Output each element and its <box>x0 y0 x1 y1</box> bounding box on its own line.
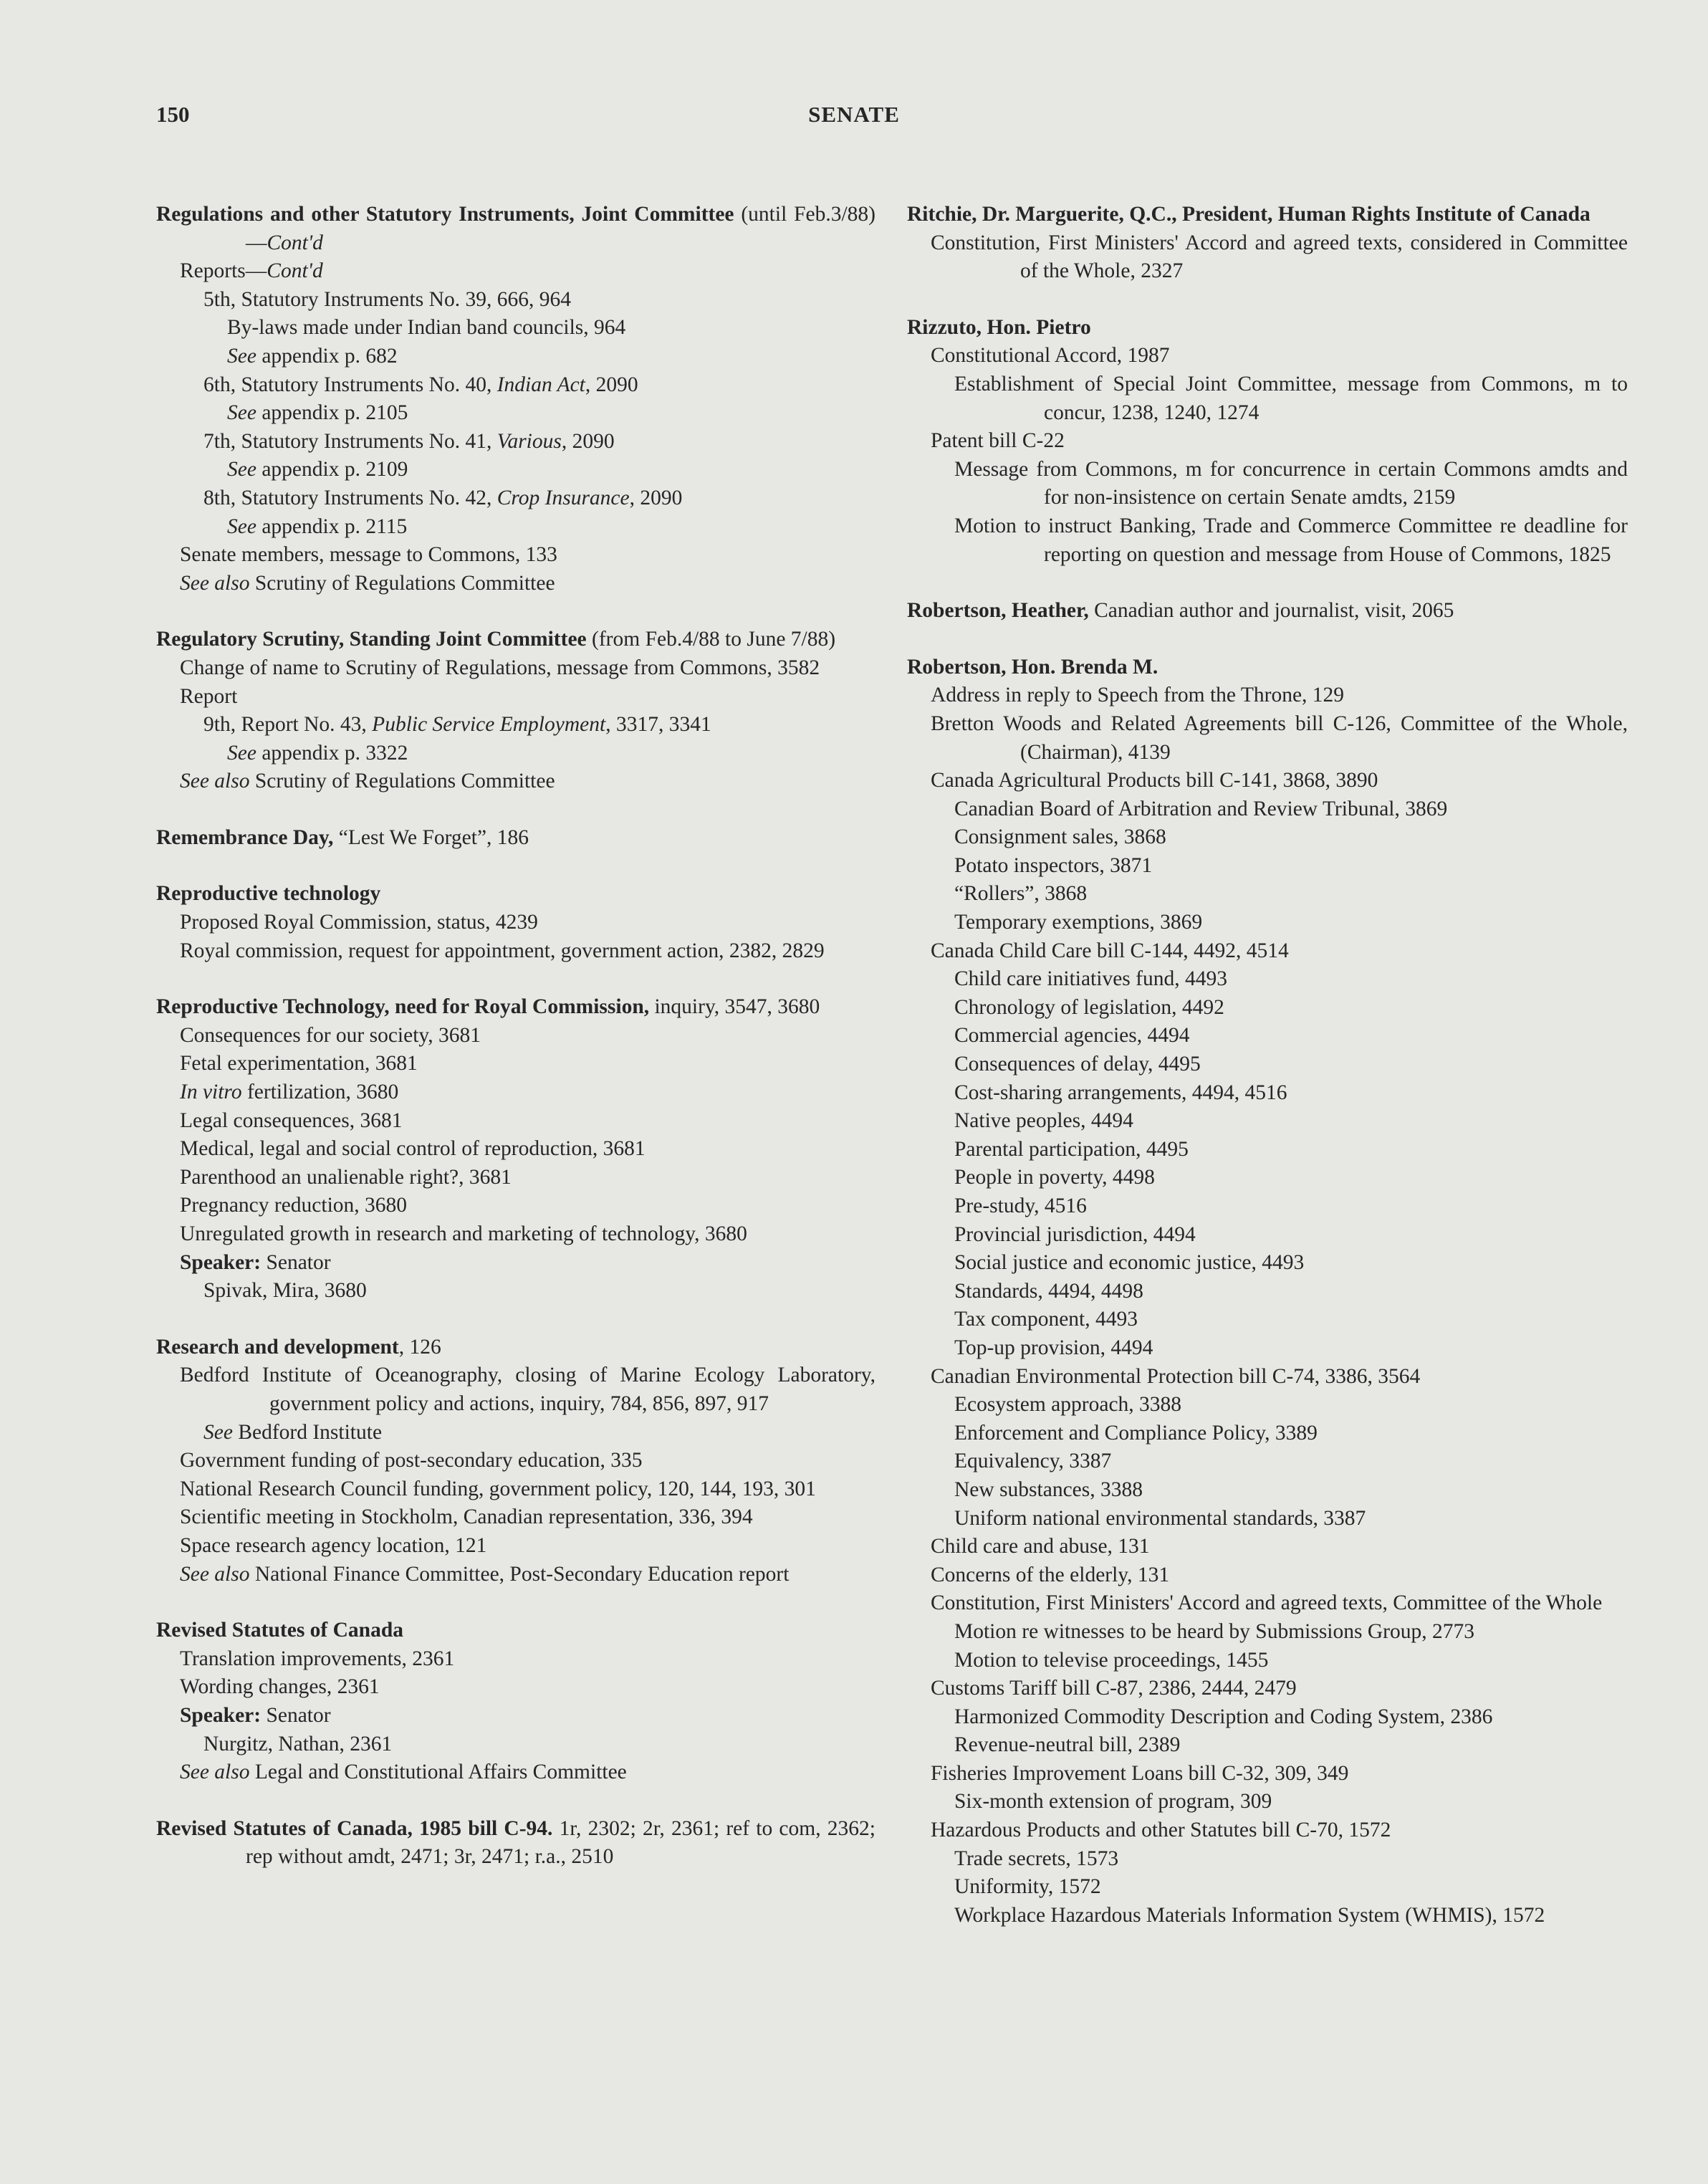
index-entry <box>907 314 1628 569</box>
subentry <box>907 370 1628 427</box>
entry-text: Canadian Environmental Protection bill C-74, 3386, 3564 <box>931 1364 1421 1388</box>
entry-text: , 2090 <box>629 486 683 509</box>
subentry <box>156 739 875 768</box>
italic-text: See <box>227 401 256 425</box>
italic-text: See also <box>180 571 250 595</box>
subentry <box>156 1164 875 1192</box>
entry-text: Consequences of delay, 4495 <box>954 1053 1201 1076</box>
entry-text: appendix p. 2105 <box>256 401 408 425</box>
subentry <box>907 1278 1628 1306</box>
right-column <box>907 201 1628 1958</box>
entry-text: Uniformity, 1572 <box>954 1875 1101 1899</box>
entry-text: Constitutional Accord, 1987 <box>931 344 1170 368</box>
subentry <box>907 1221 1628 1250</box>
subentry <box>907 1079 1628 1108</box>
subentry <box>156 909 875 937</box>
subentry <box>156 343 875 371</box>
subentry <box>156 1220 875 1249</box>
entry-text: Uniform national environmental standards, 3387 <box>954 1506 1366 1530</box>
entry-text: , 2090 <box>585 373 638 396</box>
subentry <box>907 1306 1628 1334</box>
running-header: SENATE <box>808 102 900 127</box>
left-column <box>156 201 875 1900</box>
entry-text: “Lest We Forget”, 186 <box>333 825 529 849</box>
entry-text: Bedford Institute <box>232 1420 383 1444</box>
subentry <box>156 1050 875 1078</box>
subentry <box>907 1249 1628 1278</box>
index-entry <box>156 201 875 598</box>
entry-text: Canadian Board of Arbitration and Review Tribunal, 3869 <box>954 797 1448 820</box>
italic-text: See also <box>180 1761 250 1784</box>
bold-text: Remembrance Day, <box>156 825 334 849</box>
entry-text: inquiry, 3547, 3680 <box>649 995 820 1019</box>
entry-text: Medical, legal and social control of reproduction, 3681 <box>180 1137 646 1161</box>
entry-text: Bretton Woods and Related Agreements bill C-126, Committee of the Whole, (Chairman), 4139 <box>931 712 1628 764</box>
bold-text: Regulations and other Statutory Instruments, Joint Committee <box>156 203 734 226</box>
subentry <box>156 257 875 286</box>
subentry <box>156 1078 875 1107</box>
subentry <box>907 937 1628 966</box>
entry-heading <box>156 1815 875 1872</box>
bold-text: Revised Statutes of Canada <box>156 1619 403 1642</box>
entry-text: Constitution, First Ministers' Accord and agreed texts, considered in Committee of the Whole, 2327 <box>931 231 1628 283</box>
entry-heading <box>156 201 875 257</box>
subentry <box>907 1561 1628 1590</box>
entry-text: appendix p. 2109 <box>256 458 408 482</box>
subentry <box>907 1618 1628 1647</box>
subentry <box>907 1136 1628 1164</box>
entry-text: (from Feb.4/88 to June 7/88) <box>586 628 836 651</box>
subentry <box>156 541 875 570</box>
subentry <box>156 683 875 712</box>
entry-text: Reports— <box>180 259 267 283</box>
subentry <box>907 1505 1628 1533</box>
entry-text: 6th, Statutory Instruments No. 40, <box>203 373 497 396</box>
index-entry <box>156 824 875 853</box>
subentry <box>907 1334 1628 1363</box>
entry-text: Ecosystem approach, 3388 <box>954 1393 1182 1417</box>
entry-text: Bedford Institute of Oceanography, closing of Marine Ecology Laboratory, government policy and actions, inquiry, 784, 856, 897, 917 <box>180 1364 875 1415</box>
subentry <box>907 1022 1628 1050</box>
subentry <box>907 229 1628 286</box>
entry-text: Native peoples, 4494 <box>954 1109 1133 1133</box>
subentry <box>907 1788 1628 1816</box>
subentry <box>156 570 875 598</box>
index-entry <box>907 597 1628 626</box>
entry-text: Social justice and economic justice, 4493 <box>954 1251 1305 1275</box>
entry-text: Six-month extension of program, 309 <box>954 1790 1272 1814</box>
subentry <box>907 795 1628 824</box>
subentry <box>907 456 1628 512</box>
entry-text: Trade secrets, 1573 <box>954 1847 1119 1870</box>
entry-text: Child care and abuse, 131 <box>931 1535 1150 1558</box>
entry-text: Motion to televise proceedings, 1455 <box>954 1648 1269 1672</box>
subentry <box>907 1164 1628 1192</box>
entry-text: Canadian author and journalist, visit, 2065 <box>1088 599 1454 623</box>
entry-text: Government funding of post-secondary education, 335 <box>180 1449 643 1472</box>
bold-text: Speaker: <box>180 1703 262 1727</box>
entry-text: 9th, Report No. 43, <box>203 713 373 737</box>
entry-heading <box>156 880 875 909</box>
entry-text: Patent bill C-22 <box>931 429 1065 453</box>
subentry <box>156 513 875 542</box>
entry-text: Translation improvements, 2361 <box>180 1647 455 1670</box>
subentry <box>907 427 1628 456</box>
subentry <box>907 710 1628 767</box>
entry-text: Senator <box>261 1250 331 1274</box>
entry-text: Nurgitz, Nathan, 2361 <box>203 1732 393 1756</box>
entry-text: “Rollers”, 3868 <box>954 882 1088 906</box>
index-entry <box>907 201 1628 286</box>
subentry <box>156 1277 875 1306</box>
subentry <box>156 1673 875 1702</box>
subentry <box>907 852 1628 881</box>
italic-text: See <box>203 1420 233 1444</box>
italic-text: See <box>227 344 256 368</box>
italic-text: In vitro <box>180 1081 242 1104</box>
entry-text: Parenthood an unalienable right?, 3681 <box>180 1165 512 1189</box>
subentry <box>156 314 875 343</box>
entry-text: Message from Commons, m for concurrence in certain Commons amdts and for non-insistence on certain Senate amdts, 2159 <box>954 457 1628 509</box>
entry-text: Cost-sharing arrangements, 4494, 4516 <box>954 1081 1287 1104</box>
entry-heading <box>907 597 1628 626</box>
entry-text: Temporary exemptions, 3869 <box>954 911 1203 934</box>
entry-text: Constitution, First Ministers' Accord and agreed texts, Committee of the Whole <box>931 1591 1603 1615</box>
entry-text: Hazardous Products and other Statutes bill C-70, 1572 <box>931 1819 1391 1842</box>
subentry <box>907 767 1628 795</box>
entry-text: Standards, 4494, 4498 <box>954 1279 1143 1303</box>
entry-text: Space research agency location, 121 <box>180 1533 487 1557</box>
entry-text: Spivak, Mira, 3680 <box>203 1279 367 1303</box>
subentry <box>156 937 875 966</box>
entry-text: Scrutiny of Regulations Committee <box>249 571 555 595</box>
entry-text: Canada Agricultural Products bill C-141, 3868, 3890 <box>931 769 1378 792</box>
subentry <box>156 1561 875 1589</box>
entry-text: fertilization, 3680 <box>241 1081 399 1104</box>
subentry <box>907 1107 1628 1136</box>
entry-text: Customs Tariff bill C-87, 2386, 2444, 2479 <box>931 1677 1297 1700</box>
entry-text: 5th, Statutory Instruments No. 39, 666, 964 <box>203 287 571 311</box>
entry-text: Motion re witnesses to be heard by Submissions Group, 2773 <box>954 1619 1474 1643</box>
entry-text: Concerns of the elderly, 131 <box>931 1563 1170 1586</box>
entry-text: Consignment sales, 3868 <box>954 825 1166 849</box>
italic-text: See also <box>180 770 250 793</box>
entry-text: Proposed Royal Commission, status, 4239 <box>180 911 538 934</box>
entry-text: 1r, 2302; 2r, 2361; ref to com, 2362; rep without amdt, 2471; 3r, 2471; r.a., 2510 <box>246 1816 875 1869</box>
bold-text: Ritchie, Dr. Marguerite, Q.C., President, Human Rights Institute of Canada <box>907 203 1591 226</box>
italic-text: Indian Act <box>496 373 585 396</box>
entry-text: By-laws made under Indian band councils, 964 <box>227 316 626 340</box>
subentry <box>156 1361 875 1418</box>
entry-text: New substances, 3388 <box>954 1477 1143 1501</box>
index-entry <box>156 626 875 796</box>
entry-text: Potato inspectors, 3871 <box>954 853 1153 877</box>
subentry <box>156 654 875 683</box>
subentry <box>907 1675 1628 1703</box>
italic-text: Cont'd <box>267 259 323 283</box>
entry-text: Chronology of legislation, 4492 <box>954 995 1224 1019</box>
italic-text: See also <box>180 1562 250 1586</box>
subentry <box>156 428 875 456</box>
index-entry <box>156 880 875 965</box>
subentry <box>156 286 875 315</box>
entry-text: Motion to instruct Banking, Trade and Commerce Committee re deadline for reporting on question and message from House of Commons, 1825 <box>954 514 1628 566</box>
entry-text: Commercial agencies, 4494 <box>954 1024 1190 1048</box>
subentry <box>907 1419 1628 1448</box>
subentry <box>907 512 1628 569</box>
subentry <box>156 1532 875 1561</box>
bold-text: Robertson, Hon. Brenda M. <box>907 655 1158 679</box>
entry-text: Change of name to Scrutiny of Regulations, message from Commons, 3582 <box>180 656 820 679</box>
subentry <box>907 1902 1628 1930</box>
subentry <box>907 1845 1628 1874</box>
subentry <box>156 371 875 400</box>
entry-text: Equivalency, 3387 <box>954 1450 1112 1473</box>
subentry <box>907 1703 1628 1732</box>
subentry <box>907 1760 1628 1788</box>
entry-text: appendix p. 3322 <box>256 741 408 765</box>
entry-text: 8th, Statutory Instruments No. 42, <box>203 486 497 509</box>
subentry <box>907 880 1628 909</box>
entry-text: , 126 <box>398 1335 441 1359</box>
bold-text: Reproductive Technology, need for Royal Commission, <box>156 995 650 1019</box>
italic-text: Crop Insurance <box>496 486 630 509</box>
italic-text: Various <box>496 429 562 453</box>
entry-text: Provincial jurisdiction, 4494 <box>954 1222 1196 1246</box>
entry-text: Wording changes, 2361 <box>180 1675 380 1699</box>
subentry <box>156 1107 875 1136</box>
entry-text: National Research Council funding, government policy, 120, 144, 193, 301 <box>180 1477 816 1500</box>
subentry <box>156 1475 875 1504</box>
subentry <box>907 1391 1628 1419</box>
bold-text: Reproductive technology <box>156 882 381 906</box>
subentry <box>907 1873 1628 1902</box>
subentry <box>156 456 875 484</box>
subentry <box>156 1645 875 1674</box>
entry-text: appendix p. 2115 <box>256 514 408 538</box>
italic-text: Cont'd <box>267 231 323 254</box>
subentry <box>156 399 875 428</box>
entry-text: Revenue-neutral bill, 2389 <box>954 1733 1181 1757</box>
subentry <box>156 1503 875 1532</box>
entry-text: Enforcement and Compliance Policy, 3389 <box>954 1421 1318 1445</box>
subentry <box>156 1730 875 1759</box>
subentry <box>156 1192 875 1220</box>
subentry <box>156 1249 875 1278</box>
entry-heading <box>907 314 1628 343</box>
italic-text: See <box>227 741 256 765</box>
italic-text: See <box>227 514 256 538</box>
entry-text: Fetal experimentation, 3681 <box>180 1052 418 1076</box>
entry-heading <box>907 653 1628 682</box>
subentry <box>156 1447 875 1475</box>
entry-text: Report <box>180 684 238 708</box>
subentry <box>907 1447 1628 1476</box>
entry-text: appendix p. 682 <box>256 344 398 368</box>
entry-text: Pre-study, 4516 <box>954 1194 1087 1217</box>
entry-heading <box>907 201 1628 229</box>
entry-heading <box>156 626 875 654</box>
entry-text: Legal and Constitutional Affairs Committee <box>249 1761 627 1784</box>
entry-text: Harmonized Commodity Description and Coding System, 2386 <box>954 1705 1493 1728</box>
entry-text: (until Feb.3/88)— <box>246 203 875 254</box>
index-entry <box>156 993 875 1306</box>
subentry <box>907 342 1628 370</box>
index-entry <box>156 1815 875 1872</box>
index-entry <box>156 1617 875 1787</box>
bold-text: Rizzuto, Hon. Pietro <box>907 315 1091 339</box>
entry-text: Consequences for our society, 3681 <box>180 1023 481 1047</box>
subentry <box>156 1702 875 1730</box>
entry-text: Royal commission, request for appointment, government action, 2382, 2829 <box>180 939 825 962</box>
italic-text: Public Service Employment <box>372 713 606 737</box>
entry-text: Child care initiatives fund, 4493 <box>954 967 1227 991</box>
subentry <box>156 1022 875 1050</box>
entry-text: 7th, Statutory Instruments No. 41, <box>203 429 497 453</box>
subentry <box>907 1647 1628 1675</box>
entry-text: Scrutiny of Regulations Committee <box>249 770 555 793</box>
bold-text: Regulatory Scrutiny, Standing Joint Committee <box>156 628 587 651</box>
subentry <box>907 823 1628 852</box>
bold-text: Research and development <box>156 1335 399 1359</box>
index-entry <box>156 1333 875 1589</box>
entry-heading <box>156 824 875 853</box>
italic-text: See <box>227 458 256 482</box>
subentry <box>156 1135 875 1164</box>
entry-text: Unregulated growth in research and marketing of technology, 3680 <box>180 1222 747 1245</box>
entry-text: Fisheries Improvement Loans bill C-32, 309, 349 <box>931 1761 1349 1785</box>
entry-text: Tax component, 4493 <box>954 1308 1138 1331</box>
bold-text: Robertson, Heather, <box>907 599 1089 623</box>
subentry <box>907 1816 1628 1845</box>
entry-heading <box>156 1617 875 1645</box>
subentry <box>156 484 875 513</box>
entry-text: , 2090 <box>561 429 615 453</box>
entry-text: Legal consequences, 3681 <box>180 1108 403 1132</box>
entry-text: Establishment of Special Joint Committee, message from Commons, m to concur, 1238, 1240, 1274 <box>954 372 1628 424</box>
subentry <box>907 1731 1628 1760</box>
entry-text: Parental participation, 4495 <box>954 1137 1189 1161</box>
bold-text: Speaker: <box>180 1250 262 1274</box>
entry-text: National Finance Committee, Post-Secondary Education report <box>249 1562 790 1586</box>
subentry <box>907 1192 1628 1221</box>
entry-text: People in poverty, 4498 <box>954 1166 1155 1189</box>
subentry <box>907 1476 1628 1505</box>
subentry <box>907 1589 1628 1618</box>
subentry <box>907 909 1628 937</box>
entry-text: Canada Child Care bill C-144, 4492, 4514 <box>931 939 1289 962</box>
subentry <box>907 681 1628 710</box>
subentry <box>907 994 1628 1022</box>
entry-text: , 3317, 3341 <box>605 713 711 737</box>
subentry <box>907 1050 1628 1079</box>
entry-heading <box>156 1333 875 1362</box>
subentry <box>156 1419 875 1447</box>
subentry <box>156 711 875 739</box>
subentry <box>907 1363 1628 1392</box>
entry-text: Workplace Hazardous Materials Information System (WHMIS), 1572 <box>954 1903 1545 1927</box>
bold-text: Revised Statutes of Canada, 1985 bill C-94. <box>156 1816 553 1840</box>
entry-heading <box>156 993 875 1022</box>
entry-text: Senate members, message to Commons, 133 <box>180 543 557 567</box>
subentry <box>907 1533 1628 1561</box>
subentry <box>156 1758 875 1787</box>
page-number: 150 <box>156 102 190 127</box>
index-entry <box>907 653 1628 1930</box>
entry-text: Scientific meeting in Stockholm, Canadian representation, 336, 394 <box>180 1505 753 1529</box>
subentry <box>907 965 1628 994</box>
entry-text: Top-up provision, 4494 <box>954 1336 1153 1359</box>
subentry <box>156 767 875 796</box>
entry-text: Senator <box>261 1703 331 1727</box>
entry-text: Address in reply to Speech from the Throne, 129 <box>931 684 1345 707</box>
entry-text: Pregnancy reduction, 3680 <box>180 1194 408 1217</box>
